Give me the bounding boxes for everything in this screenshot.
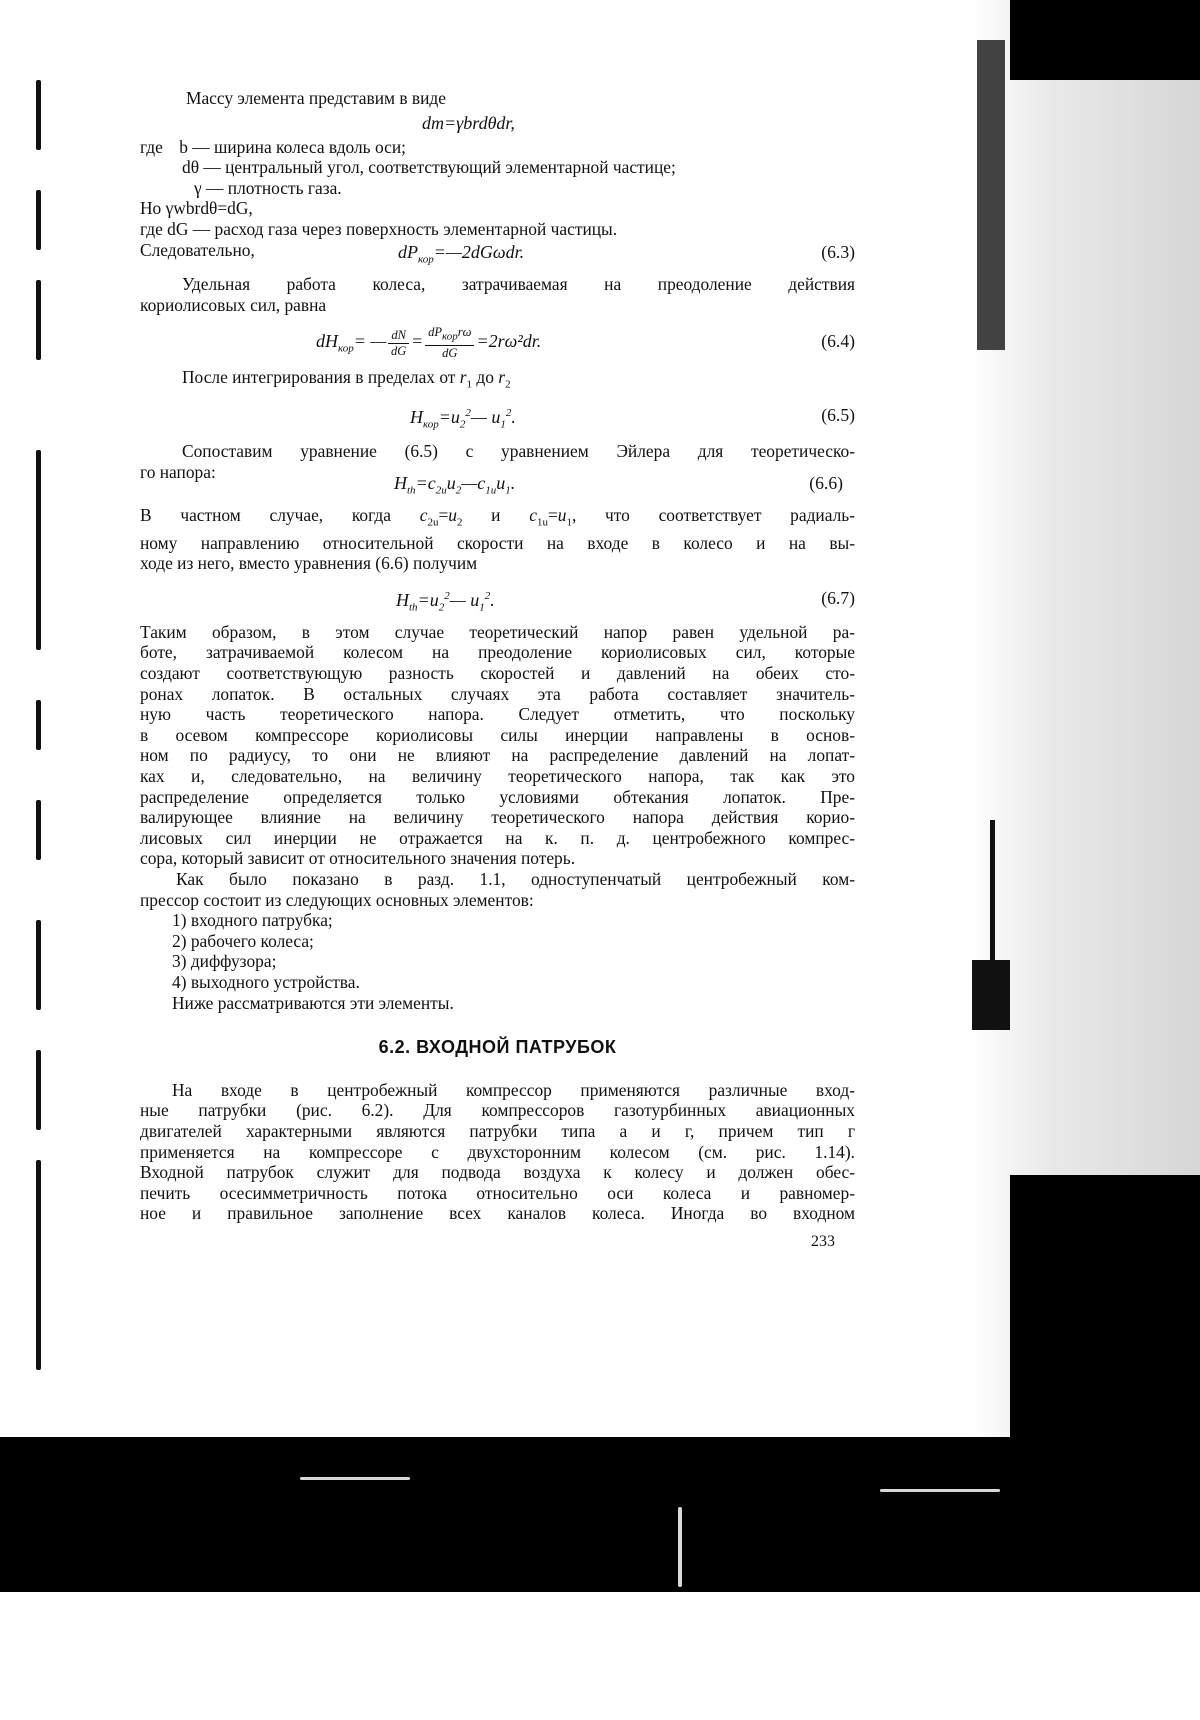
text-line: ное и правильное заполнение всех каналов колеса. Иногда во входном — [140, 1203, 855, 1224]
formula-6-5 — [140, 401, 855, 435]
list-item: 1) входного патрубка; — [172, 910, 333, 931]
equation-number: (6.3) — [821, 242, 855, 263]
formula-expr: dm=γbrdθdr, — [422, 112, 515, 133]
formula-6-4 — [140, 319, 855, 365]
text-line: двигателей характерными являются патрубки типа а и г, причем тип г — [140, 1120, 855, 1141]
text-line: применяется на компрессоре с двухсторонним колесом (см. рис. 1.14). — [140, 1141, 855, 1162]
scan-bottom-shadow — [0, 1437, 1200, 1592]
text-line: Как было показано в разд. 1.1, одноступенчатый центробежный ком- — [176, 868, 855, 889]
formula-6-6 — [140, 471, 855, 501]
text-line: В частном случае, когда $c_{2u}=u_2$ и $c_{1u}=u_1$, что соответствует радиаль- — [140, 504, 855, 529]
text-line: ному направлению относительной скорости на входе в колесо и на вы- — [140, 532, 855, 553]
text-line: валирующее влияние на величину теоретического напора действия корио- — [140, 807, 855, 828]
paragraph-4 — [140, 1080, 855, 1224]
text-line: прессор состоит из следующих основных элементов: — [140, 889, 534, 910]
text-line — [140, 137, 855, 158]
formula-expr: $dH_{кор}=$ — $\frac{dN}{dG}$ = $\frac{dP_{кор}r\omega}{dG}$ =2rω²dr. — [316, 325, 542, 360]
text-line: лисовых сил инерции не отражается на к. п. д. центробежного компрес- — [140, 827, 855, 848]
formula-expr: $H_{th}=u_2^2—$ $u_1^2$. — [396, 589, 495, 614]
text-line: Массу элемента представим в виде — [186, 88, 446, 108]
section-heading: 6.2. ВХОДНОЙ ПАТРУБОК — [378, 1037, 617, 1058]
text-line: ронах лопаток. В остальных случаях эта работа составляет значитель- — [140, 683, 855, 704]
text-line: боте, затрачиваемой колесом на преодоление кориолисовых сил, которые — [140, 642, 855, 663]
text-line: После интегрирования в пределах от $r_1$ до $r_2$ — [182, 367, 511, 391]
page-content — [140, 88, 855, 1252]
text-line: го напора: — [140, 462, 216, 482]
text-line: создают соответствующую разность скоростей и давлений на обеих сто- — [140, 663, 855, 684]
text-line: ные патрубки (рис. 6.2). Для компрессоров газотурбинных авиационных — [140, 1100, 855, 1121]
list-item: 4) выходного устройства. — [172, 971, 360, 992]
text-line: ном по радиусу, то они не влияют на распределение давлений на лопат- — [140, 745, 855, 766]
text-line: Ниже рассматриваются эти элементы. — [172, 992, 454, 1013]
scan-bar-top-right — [1010, 0, 1200, 80]
text-line: Но γwbrdθ=dG, — [140, 198, 253, 219]
paragraph-1 — [140, 622, 855, 869]
text-line: Сопоставим уравнение (6.5) с уравнением Эйлера для теоретическо- — [182, 441, 855, 462]
text-line: сора, который зависит от относительного значения потерь. — [140, 848, 576, 869]
text-line: кориолисовых сил, равна — [140, 294, 327, 315]
text-line: печить осесимметричность потока относительно оси колеса и равномер- — [140, 1182, 855, 1203]
text-line: dθ — центральный угол, соответствующий элементарной частице; — [182, 157, 676, 178]
equation-number: (6.7) — [821, 587, 855, 608]
equation-number: (6.5) — [821, 405, 855, 426]
text-fragment: b — ширина колеса вдоль оси; — [179, 136, 406, 157]
paragraph-2 — [140, 869, 855, 910]
text-line: в осевом компрессоре кориолисовы силы инерции направлены в основ- — [140, 724, 855, 745]
text-line: Входной патрубок служит для подвода воздуха к колесу и должен обес- — [140, 1162, 855, 1183]
list-item: 3) диффузора; — [172, 951, 277, 972]
text-line: ную часть теоретического напора. Следует отметить, что поскольку — [140, 704, 855, 725]
text-line: γ — плотность газа. — [194, 177, 342, 198]
formula-expr: $H_{th}=c_{2u}u_2—c_{1u}u_1$. — [394, 472, 516, 497]
text-line: ках и, следовательно, на величину теоретического напора, так как это — [140, 766, 855, 786]
formula-expr: $H_{кор}=u_2^2—$ $u_1^2$. — [410, 407, 516, 431]
equation-number: (6.4) — [821, 331, 855, 352]
formula-dm — [140, 109, 855, 137]
text-fragment: где — [140, 136, 163, 157]
list-item: 2) рабочего колеса; — [172, 930, 314, 951]
text-line: Следовательно, — [140, 239, 255, 260]
scan-bar-vertical-line — [990, 820, 995, 1000]
scan-bar-lower-right — [1010, 1175, 1200, 1480]
text-line: распределение определяется только условиями обтекания лопаток. Пре- — [140, 786, 855, 807]
text-line: На входе в центробежный компрессор применяются различные вход- — [172, 1079, 855, 1100]
formula-6-3 — [140, 239, 855, 270]
text-line: где dG — расход газа через поверхность элементарной частицы. — [140, 218, 618, 239]
scan-bar-upper-right — [977, 40, 1005, 350]
element-list — [140, 910, 855, 992]
equation-number: (6.6) — [809, 472, 843, 493]
text-line: ходе из него, вместо уравнения (6.6) получим — [140, 553, 478, 574]
formula-6-7 — [140, 580, 855, 620]
formula-expr: $dP_{кор}=—2dG\omega dr$. — [398, 242, 525, 266]
text-line: Удельная работа колеса, затрачиваемая на преодоление действия — [182, 274, 855, 295]
page-number: 233 — [811, 1232, 835, 1250]
text-line: Таким образом, в этом случае теоретический напор равен удельной ра- — [140, 621, 855, 642]
